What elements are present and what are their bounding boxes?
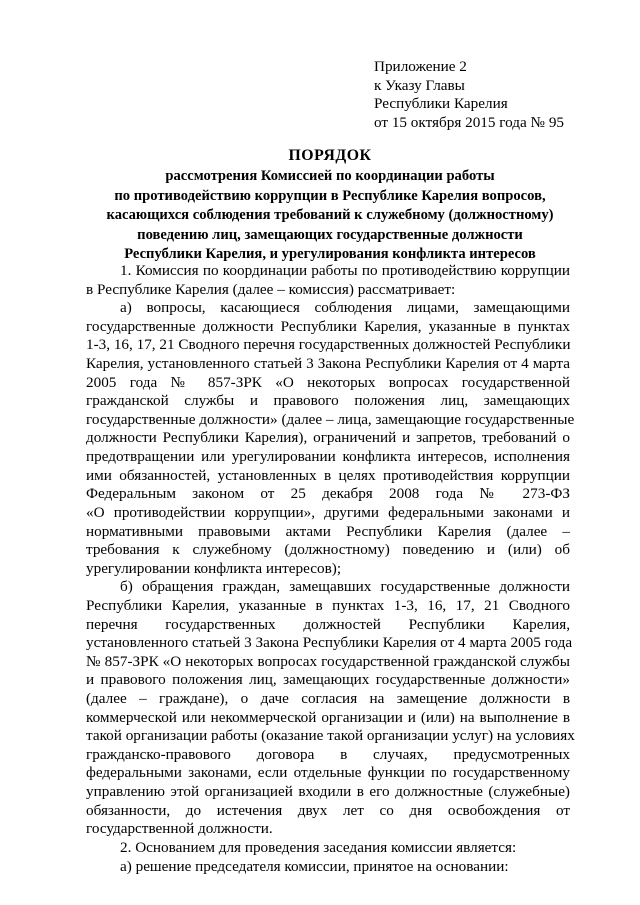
body-line: в Республике Карелия (далее – комиссия) рассматривает: bbox=[86, 280, 456, 298]
body-line: 1-3, 16, 17, 21 Сводного перечня государственных должностей Республики bbox=[86, 336, 571, 354]
body-line: перечня государственных должностей Республики Карелия, bbox=[86, 615, 570, 633]
body-line: предотвращении или урегулировании конфликта интересов, исполнения bbox=[86, 448, 570, 466]
body-line: и правового положения лиц, замещающих государственные должности» bbox=[86, 671, 570, 689]
body-line: государственной должности. bbox=[86, 820, 273, 838]
body-line: а) вопросы, касающиеся соблюдения лицами, замещающими bbox=[120, 299, 570, 317]
body-line: б) обращения граждан, замещавших государственные должности bbox=[120, 578, 570, 596]
body-line: (далее – граждане), о даче согласия на замещение должности в bbox=[86, 690, 570, 708]
title-line: по противодействию коррупции в Республике Карелия вопросов, bbox=[114, 187, 546, 204]
body-line: установленного статьей 3 Закона Республики Карелия от 4 марта 2005 года bbox=[86, 634, 573, 652]
body-line: федеральными законами, если отдельные функции по государственному bbox=[86, 764, 570, 782]
body-line: урегулировании конфликта интересов); bbox=[86, 559, 342, 577]
body-line: 1. Комиссия по координации работы по противодействию коррупции bbox=[120, 262, 570, 279]
body-line: а) решение председателя комиссии, принятое на основании: bbox=[120, 857, 509, 875]
body-line: государственные должности» (далее – лица, замещающие государственные bbox=[86, 410, 575, 428]
body-line: Республики Карелия, указанные в пунктах 1-3, 16, 17, 21 Сводного bbox=[86, 596, 570, 614]
body-line: гражданско-правового договора в случаях, предусмотренных bbox=[86, 745, 570, 763]
body-line: № 857-ЗРК «О некоторых вопросах государственной гражданской службы bbox=[86, 652, 570, 670]
body-line: 2. Основанием для проведения заседания комиссии является: bbox=[120, 838, 517, 856]
body-line: такой организации работы (оказание такой организации услуг) на условиях bbox=[86, 727, 575, 745]
title-main: ПОРЯДОК bbox=[288, 147, 372, 164]
title-line: Республики Карелия, и урегулирования конфликта интересов bbox=[124, 246, 536, 263]
title-line: рассмотрения Комиссией по координации работы bbox=[165, 168, 495, 185]
body-line: должности Республики Карелия), ограничений и запретов, требований о bbox=[86, 429, 570, 447]
body-line: управлению этой организацией входили в его должностные (служебные) bbox=[86, 783, 570, 801]
body-line: Федеральным законом от 25 декабря 2008 года № 273-ФЗ bbox=[86, 485, 570, 503]
body-line: ими обязанностей, установленных в целях противодействия коррупции bbox=[86, 466, 570, 484]
document-title bbox=[60, 146, 600, 264]
document-body bbox=[86, 262, 575, 876]
body-line: требования к служебному (должностному) поведению и (или) об bbox=[86, 541, 570, 559]
body-line: Карелия, установленного статьей 3 Закона Республики Карелия от 4 марта bbox=[86, 355, 570, 373]
body-line: «О противодействии коррупции», другими федеральными законами и bbox=[86, 503, 570, 521]
title-line: поведению лиц, замещающих государственные должности bbox=[137, 226, 523, 243]
body-line: 2005 года № 857-ЗРК «О некоторых вопросах государственной bbox=[86, 373, 570, 391]
appendix-line: от 15 октября 2015 года № 95 bbox=[374, 113, 565, 131]
appendix-line: Приложение 2 bbox=[374, 58, 467, 75]
appendix-line: к Указу Главы bbox=[374, 76, 465, 94]
body-line: нормативными правовыми актами Республики Карелия (далее – bbox=[86, 522, 570, 540]
body-line: государственные должности Республики Карелия, указанные в пунктах bbox=[86, 317, 570, 335]
body-line: обязанности, до истечения двух лет со дня освобождения от bbox=[86, 801, 570, 819]
body-line: гражданской службы и правового положения лиц, замещающих bbox=[86, 392, 570, 410]
appendix-block bbox=[374, 58, 564, 132]
appendix-line: Республики Карелия bbox=[374, 95, 508, 112]
title-line: касающихся соблюдения требований к служебному (должностному) bbox=[106, 207, 554, 224]
body-line: коммерческой или некоммерческой организации и (или) на выполнение в bbox=[86, 708, 570, 726]
